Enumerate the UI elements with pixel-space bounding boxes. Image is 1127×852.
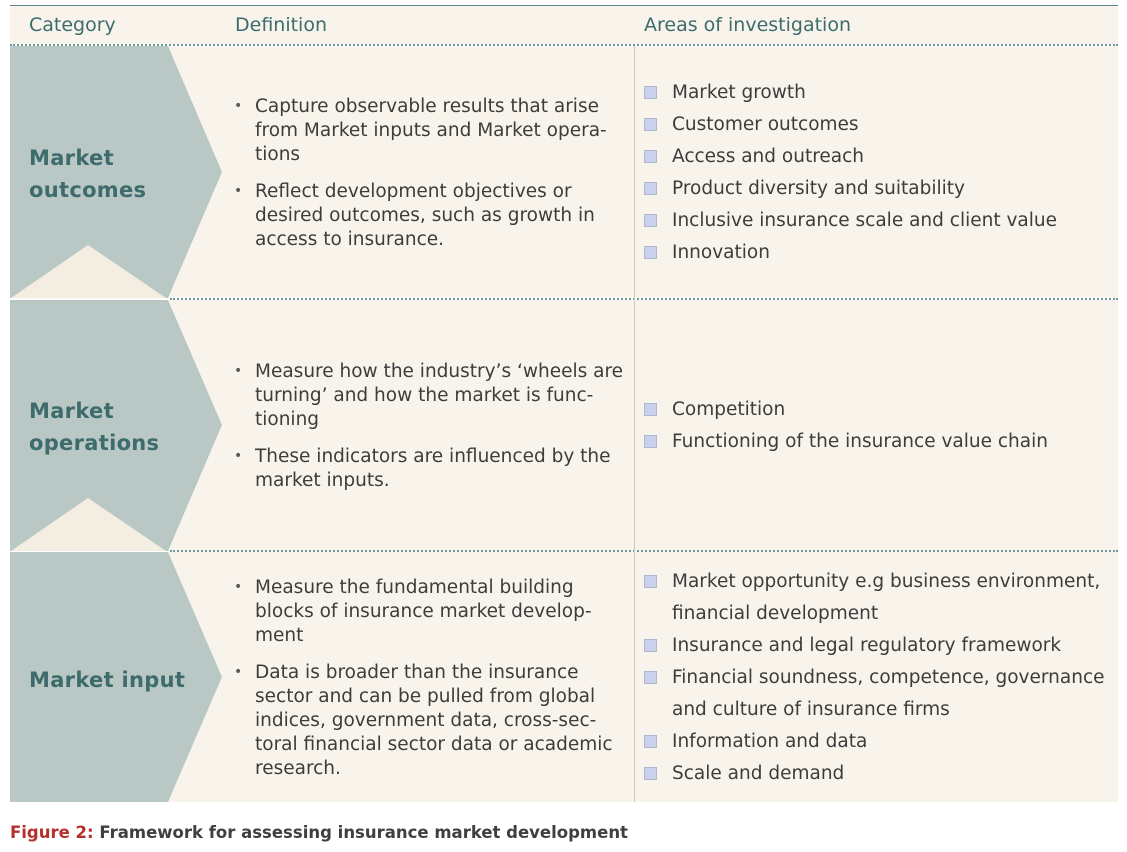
category-line: Market [29, 146, 114, 170]
checkbox-icon [644, 246, 657, 259]
figure-label: Figure 2: [10, 823, 94, 842]
category-market-operations [29, 395, 159, 459]
header-definition: Definition [235, 14, 328, 36]
area-item: Information and data [643, 726, 1113, 758]
area-item: Product diversity and suitability [643, 173, 1113, 205]
category-line: Market [29, 399, 114, 423]
area-item: Access and outreach [643, 141, 1113, 173]
checkbox-icon [644, 118, 657, 131]
area-item: Market growth [643, 77, 1113, 109]
category-line: Market input [29, 668, 186, 692]
header-band [10, 6, 1118, 44]
definition-item: • Data is broader than the insurance sector and can be pulled from global indices, government data, cross-sec-toral financial sector data or academic research. [232, 661, 624, 782]
definition-list-operations [232, 360, 624, 505]
definition-item: • Capture observable results that arise from Market inputs and Market opera-tions [232, 95, 624, 168]
area-item: Financial soundness, competence, governance and culture of insurance firms [643, 662, 1113, 726]
column-divider [634, 46, 635, 802]
checkbox-icon [644, 86, 657, 99]
checkbox-icon [644, 671, 657, 684]
area-item: Functioning of the insurance value chain [643, 426, 1113, 458]
definition-item: • Measure how the industry’s ‘wheels are turning’ and how the market is func-tioning [232, 360, 624, 433]
area-item: Inclusive insurance scale and client value [643, 205, 1113, 237]
area-item: Customer outcomes [643, 109, 1113, 141]
header-areas: Areas of investigation [644, 14, 851, 36]
definition-item: • These indicators are influenced by the market inputs. [232, 445, 624, 493]
areas-list-input [643, 566, 1113, 790]
areas-list-outcomes [643, 77, 1113, 269]
category-line: outcomes [29, 178, 147, 202]
area-item: Scale and demand [643, 758, 1113, 790]
checkbox-icon [644, 403, 657, 416]
area-item: Market opportunity e.g business environment, financial development [643, 566, 1113, 630]
checkbox-icon [644, 435, 657, 448]
definition-item: • Measure the fundamental building blocks of insurance market develop-ment [232, 576, 624, 649]
figure-caption [10, 823, 628, 842]
area-item: Insurance and legal regulatory framework [643, 630, 1113, 662]
checkbox-icon [644, 639, 657, 652]
area-item: Innovation [643, 237, 1113, 269]
checkbox-icon [644, 182, 657, 195]
definition-item: • Reflect development objectives or desired outcomes, such as growth in access to insurance. [232, 180, 624, 253]
checkbox-icon [644, 214, 657, 227]
category-line: operations [29, 431, 160, 455]
definition-list-input [232, 576, 624, 794]
areas-list-operations [643, 394, 1113, 458]
checkbox-icon [644, 150, 657, 163]
definition-list-outcomes [232, 95, 624, 264]
header-category: Category [29, 14, 116, 36]
area-item: Competition [643, 394, 1113, 426]
figure-title: Framework for assessing insurance market development [99, 823, 628, 842]
checkbox-icon [644, 767, 657, 780]
checkbox-icon [644, 575, 657, 588]
checkbox-icon [644, 735, 657, 748]
category-market-input [29, 664, 185, 696]
category-market-outcomes [29, 142, 146, 206]
